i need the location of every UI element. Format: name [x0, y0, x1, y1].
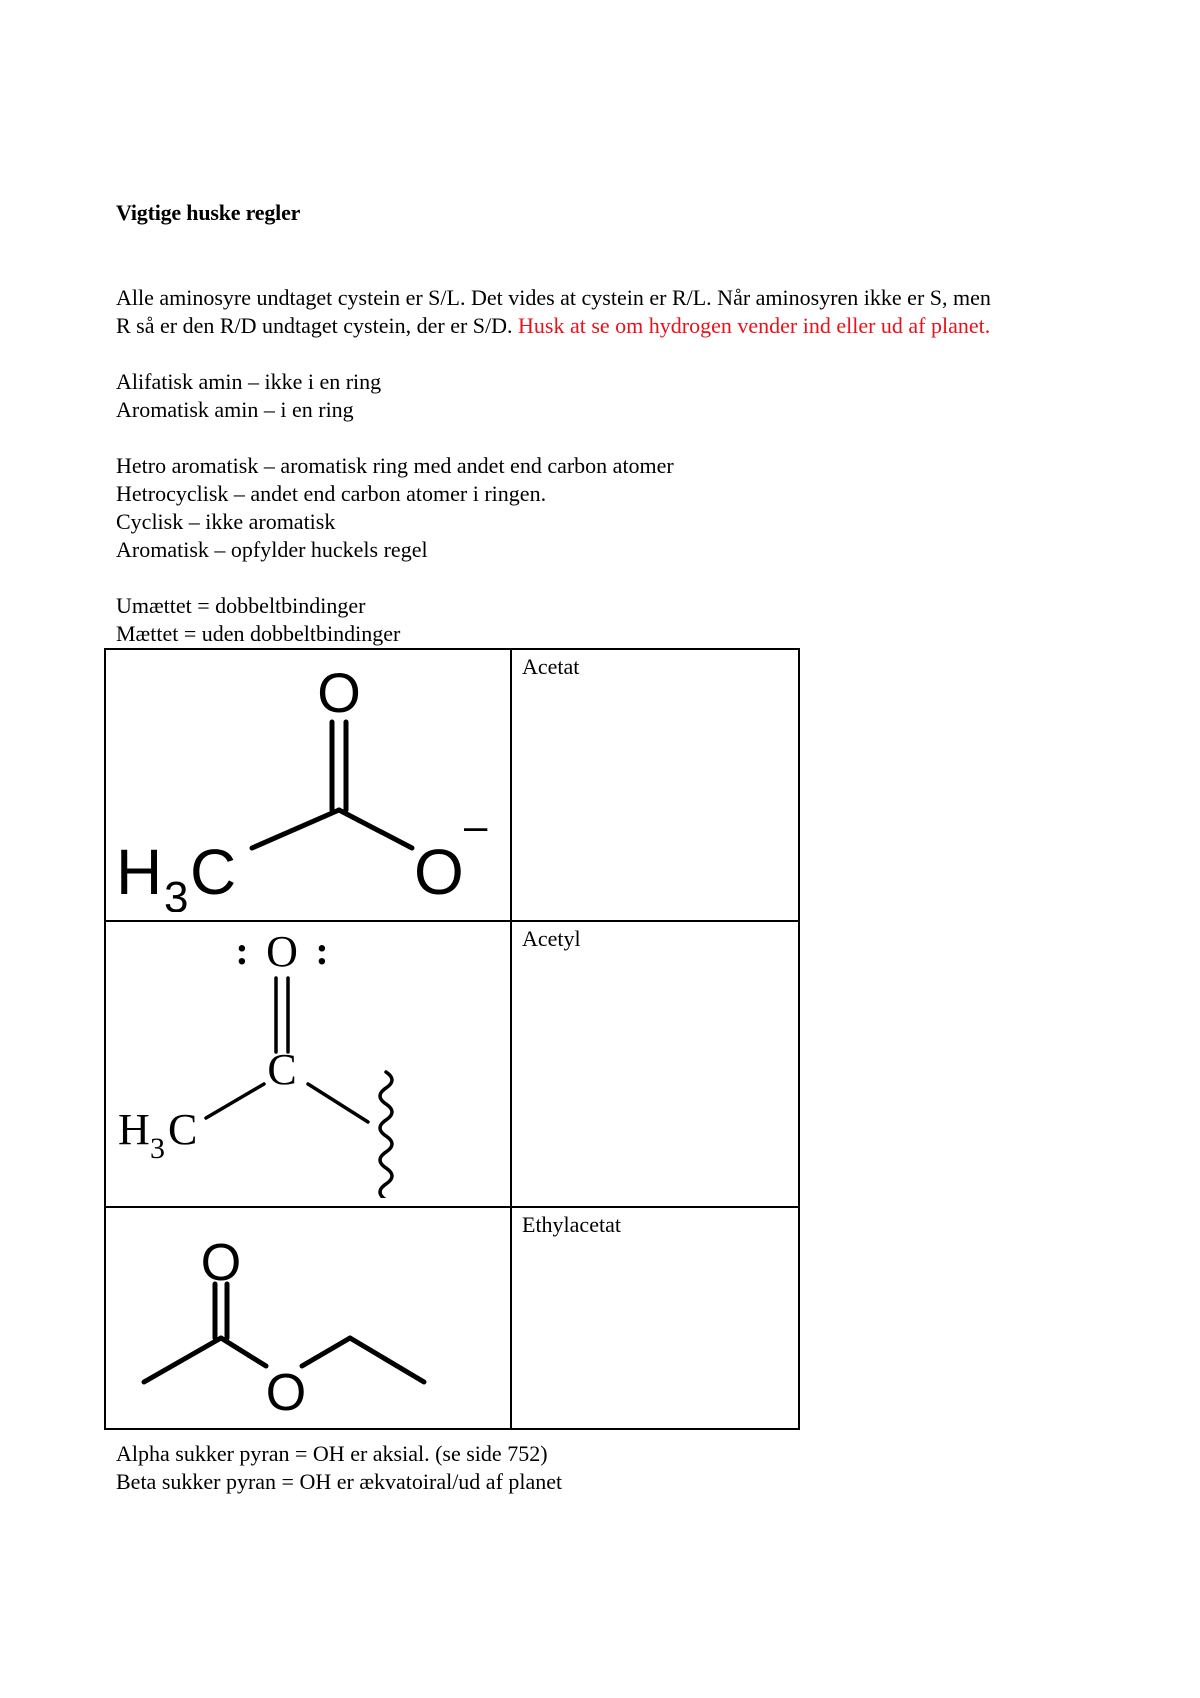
acetate-structure-cell	[105, 649, 511, 921]
acetate-structure-icon	[106, 650, 510, 912]
unsaturated-line: Umættet = dobbeltbindinger	[116, 593, 366, 618]
hydrogen-reminder: Husk at se om hydrogen vender ind eller ud af planet.	[518, 313, 991, 338]
aliphatic-amine-line: Alifatisk amin – ikke i en ring	[116, 369, 382, 394]
saturated-line: Mættet = uden dobbeltbindinger	[116, 621, 401, 646]
ring-definitions	[116, 452, 674, 564]
ethyl-acetate-label: Ethylacetat	[511, 1207, 799, 1429]
acetate-label: Acetat	[511, 649, 799, 921]
ethyl-acetate-oxygen-top: O	[200, 1234, 242, 1292]
acetyl-structure-icon	[106, 922, 510, 1198]
acetyl-structure-cell	[105, 921, 511, 1207]
cyclic-line: Cyclisk – ikke aromatisk	[116, 509, 336, 534]
amino-acid-rule-line-2	[116, 312, 991, 340]
acetyl-c-label: C	[168, 1105, 198, 1154]
table-row	[105, 1207, 799, 1429]
molecule-table	[104, 648, 800, 1430]
lone-pair-right: :	[315, 928, 329, 973]
acetate-c-label: C	[190, 836, 237, 908]
acetyl-h-label: H	[118, 1105, 150, 1154]
page-title: Vigtige huske regler	[116, 200, 301, 225]
lone-pair-left: :	[235, 928, 249, 973]
acetate-h-label: H	[116, 836, 163, 908]
acetate-subscript-3: 3	[164, 873, 189, 912]
acetyl-carbon: C	[267, 1045, 297, 1094]
acetyl-oxygen: O	[266, 927, 298, 976]
acetyl-subscript-3: 3	[150, 1132, 165, 1165]
ethyl-acetate-structure-icon	[106, 1208, 510, 1420]
acetate-oxygen-top: O	[317, 661, 361, 724]
beta-sugar-line: Beta sukker pyran = OH er ækvatoiral/ud af planet	[116, 1469, 563, 1494]
aromatic-line: Aromatisk – opfylder huckels regel	[116, 537, 428, 562]
amino-acid-rule-line-1: Alle aminosyre undtaget cystein er S/L. Det vides at cystein er R/L. Når aminosyren ikke er S, men	[116, 285, 991, 310]
sugar-definitions	[116, 1440, 562, 1496]
acetate-oxygen-right: O	[414, 836, 464, 908]
ethyl-acetate-oxygen-ester: O	[265, 1364, 307, 1420]
table-row	[105, 921, 799, 1207]
ethyl-acetate-structure-cell	[105, 1207, 511, 1429]
amine-definitions	[116, 368, 381, 424]
alpha-sugar-line: Alpha sukker pyran = OH er aksial. (se side 752)	[116, 1441, 548, 1466]
heterocyclic-line: Hetrocyclisk – andet end carbon atomer i ringen.	[116, 481, 547, 506]
acetyl-label: Acetyl	[511, 921, 799, 1207]
saturation-definitions	[116, 592, 400, 648]
amino-acid-rule-line-2-text: R så er den R/D undtaget cystein, der er S/D.	[116, 313, 519, 338]
hetero-aromatic-line: Hetro aromatisk – aromatisk ring med andet end carbon atomer	[116, 453, 674, 478]
table-row	[105, 649, 799, 921]
negative-charge: –	[464, 802, 488, 849]
aromatic-amine-line: Aromatisk amin – i en ring	[116, 397, 354, 422]
amino-acid-rule-paragraph	[116, 284, 991, 340]
